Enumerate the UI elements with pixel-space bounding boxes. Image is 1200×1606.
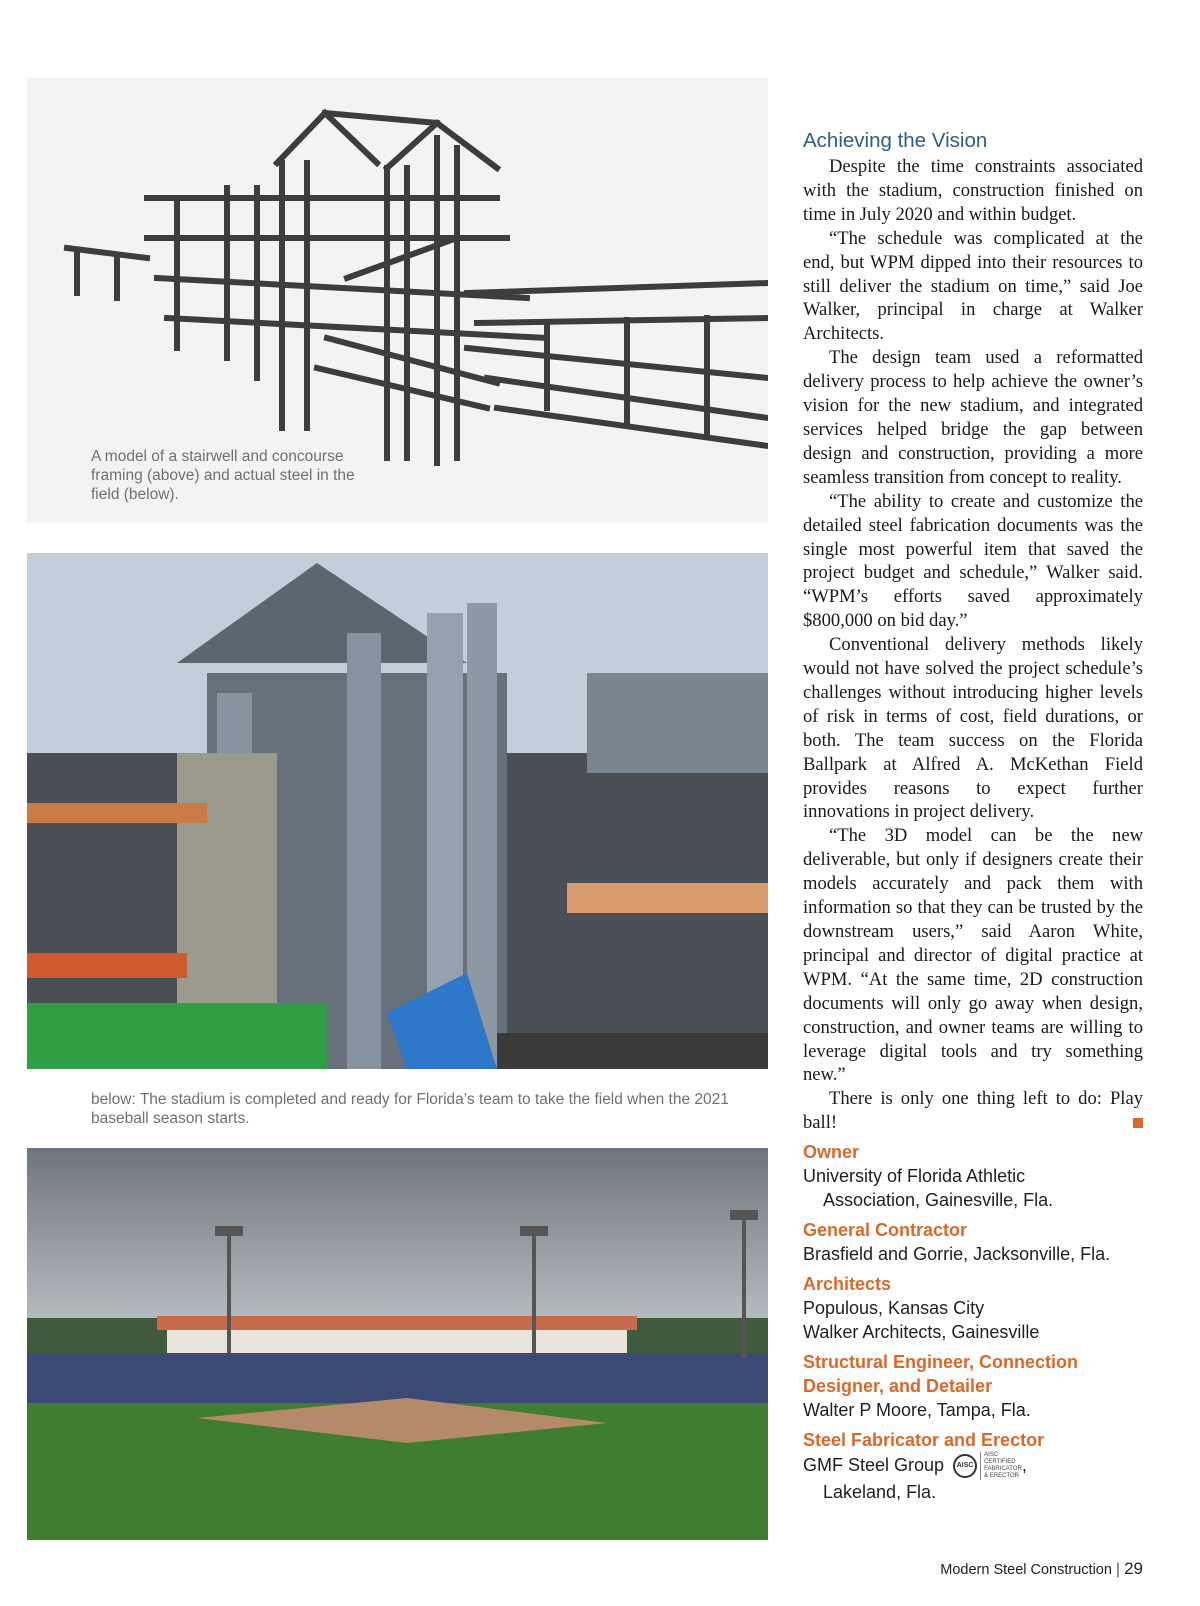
- credit-fabricator-label: Steel Fabricator and Erector: [803, 1430, 1045, 1450]
- credit-gc: [803, 1218, 1163, 1266]
- aisc-seal-icon: AISC: [953, 1454, 977, 1478]
- fabricator-name: GMF Steel Group: [803, 1454, 945, 1475]
- credit-architects: [803, 1272, 1163, 1344]
- article-paragraph: “The ability to create and customize the detailed steel fabrication documents was the single most powerful item that saved the project budget and schedule,” Walker said. “WPM’s efforts saved approximately $800,000 on bid day.”: [803, 490, 1143, 632]
- fabricator-comma: ,: [1021, 1454, 1027, 1475]
- credit-owner-line: Association, Gainesville, Fla.: [823, 1190, 1054, 1210]
- credit-fabricator-line: Lakeland, Fla.: [823, 1482, 937, 1502]
- credit-fabricator-line: [803, 1452, 1163, 1480]
- article-paragraph: Conventional delivery methods likely would not have solved the project schedule’s challenges without introducing higher levels of risk in terms of cost, field durations, or both. The team success on the Florida Ballpark at Alfred A. McKethan Field provides reasons to expect further innovations in project delivery.: [803, 634, 1143, 823]
- completed-stadium-photo: [27, 1148, 768, 1540]
- credit-architects-line: Walker Architects, Gainesville: [803, 1322, 1040, 1342]
- article-paragraph: “The 3D model can be the new deliverable, but only if designers create their models accurately and pack them with information so that they can be trusted by the downstream users,” said Aaron White, principal and director of digital practice at WPM. “At the same time, 2D construction documents will only go away when design, construction, and owner teams are willing to leverage digital tools and try something new.”: [803, 825, 1143, 1086]
- page-number: 29: [1124, 1559, 1143, 1578]
- aisc-badge-line: FABRICATOR: [984, 1466, 1022, 1472]
- article-column: [803, 128, 1143, 1135]
- footer-separator: |: [1115, 1561, 1121, 1578]
- article-paragraph: The design team used a reformatted delivery process to help achieve the owner’s vision for the new stadium, and integrated services helped bridge the gap between design and construction, providing a more seamless transition from concept to reality.: [803, 347, 1143, 488]
- credit-engineer-label: Designer, and Detailer: [803, 1376, 993, 1396]
- credit-architects-label: Architects: [803, 1274, 892, 1294]
- section-title: Achieving the Vision: [803, 129, 988, 152]
- credit-engineer: [803, 1350, 1163, 1422]
- credit-owner-label: Owner: [803, 1142, 860, 1162]
- credit-architects-line: Populous, Kansas City: [803, 1298, 985, 1318]
- aisc-badge-line: AISC: [984, 1452, 999, 1458]
- article-paragraph-final: [803, 1087, 1143, 1135]
- credit-engineer-label: Structural Engineer, Connection: [803, 1352, 1079, 1372]
- aisc-badge-text: [980, 1452, 1022, 1480]
- article-paragraph: “The schedule was complicated at the end, but WPM dipped into their resources to still deliver the stadium on time,” said Joe Walker, principal in charge at Walker Architects.: [803, 227, 1143, 345]
- final-text: There is only one thing left to do: Play ball!: [803, 1088, 1143, 1134]
- page-footer: [940, 1559, 1143, 1579]
- publication-name: Modern Steel Construction: [940, 1562, 1112, 1578]
- credit-owner: [803, 1140, 1163, 1212]
- project-credits: [803, 1140, 1163, 1510]
- end-mark-icon: [1133, 1118, 1143, 1128]
- credit-owner-line: University of Florida Athletic: [803, 1166, 1026, 1186]
- credit-gc-label: General Contractor: [803, 1220, 968, 1240]
- aisc-badge-line: & ERECTOR: [984, 1473, 1019, 1479]
- credit-gc-line: Brasfield and Gorrie, Jacksonville, Fla.: [803, 1244, 1111, 1264]
- aisc-badge-line: CERTIFIED: [984, 1459, 1016, 1465]
- stadium-caption: below: The stadium is completed and ready for Florida’s team to take the field when the 2021 baseball season starts.: [91, 1091, 729, 1127]
- model-caption: A model of a stairwell and concourse framing (above) and actual steel in the field (below).: [91, 448, 355, 503]
- credit-fabricator: [803, 1428, 1163, 1504]
- aisc-certified-badge: [953, 1452, 1022, 1480]
- field-steel-photo: [27, 553, 768, 1069]
- article-paragraph: Despite the time constraints associated with the stadium, construction finished on time in July 2020 and within budget.: [803, 156, 1143, 225]
- credit-engineer-line: Walter P Moore, Tampa, Fla.: [803, 1400, 1031, 1420]
